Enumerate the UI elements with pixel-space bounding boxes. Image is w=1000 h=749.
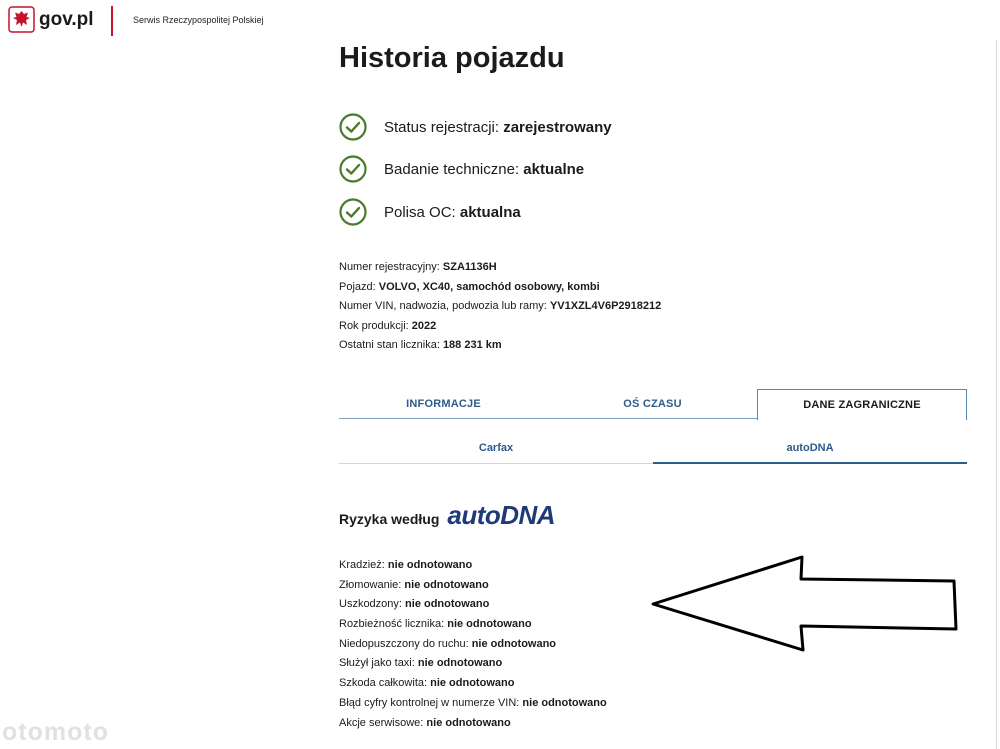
risk-value: nie odnotowano <box>387 559 473 571</box>
check-circle-icon <box>339 198 367 226</box>
status-text <box>384 204 521 221</box>
risk-value: nie odnotowano <box>405 598 490 611</box>
status-row-inspection <box>339 154 739 184</box>
risk-value: nie odnotowano <box>522 696 607 709</box>
info-value: 188 231 km <box>442 339 502 352</box>
logo-text: gov.pl <box>39 8 94 30</box>
risk-label: Niedopuszczony do ruchu: <box>339 637 469 650</box>
status-label: Polisa OC: <box>384 203 456 221</box>
tabs-underline <box>339 418 757 419</box>
status-row-registration <box>339 112 739 142</box>
risk-label: Kradzież: <box>339 559 385 571</box>
subtab-carfax[interactable]: Carfax <box>478 442 514 454</box>
status-value: aktualna <box>459 203 521 221</box>
list-item <box>339 595 607 615</box>
header-divider <box>111 6 113 36</box>
content-edge-line <box>996 40 997 749</box>
tab-dane-zagraniczne[interactable]: DANE ZAGRANICZNE <box>757 389 967 420</box>
vehicle-info <box>339 258 661 356</box>
risk-value: nie odnotowano <box>430 677 515 690</box>
risks-list <box>339 556 607 733</box>
risk-label: Złomowanie: <box>339 578 402 591</box>
info-row-vin <box>339 297 661 317</box>
info-label: Numer VIN, nadwozia, podwozia lub ramy: <box>339 300 547 313</box>
arrow-annotation-icon <box>648 553 960 655</box>
check-circle-icon <box>339 113 367 141</box>
tab-informacje[interactable]: INFORMACJE <box>406 398 481 410</box>
info-value: 2022 <box>411 319 437 332</box>
list-item <box>339 674 607 694</box>
risk-label: Uszkodzony: <box>339 598 402 611</box>
risk-value: nie odnotowano <box>471 637 557 650</box>
list-item <box>339 714 607 734</box>
govpl-logo[interactable] <box>8 6 94 33</box>
subtab-active-underline <box>653 462 967 464</box>
risk-label: Szkoda całkowita: <box>339 677 428 690</box>
risk-value: nie odnotowano <box>447 618 532 631</box>
check-circle-icon <box>339 155 367 183</box>
info-value: SZA1136H <box>442 261 497 273</box>
risk-value: nie odnotowano <box>417 657 503 670</box>
info-label: Numer rejestracyjny: <box>339 261 440 273</box>
risk-value: nie odnotowano <box>426 716 511 729</box>
info-value: YV1XZL4V6P2918212 <box>549 300 662 313</box>
risk-label: Służył jako taxi: <box>339 657 415 670</box>
info-row-odometer <box>339 336 661 356</box>
risk-label: Błąd cyfry kontrolnej w numerze VIN: <box>339 696 520 709</box>
status-value: zarejestrowany <box>503 118 612 136</box>
list-item <box>339 635 607 655</box>
risk-label: Rozbieżność licznika: <box>339 618 445 631</box>
service-name: Serwis Rzeczypospolitej Polskiej <box>133 15 264 25</box>
risk-label: Akcje serwisowe: <box>339 716 424 729</box>
watermark-logo: otomoto <box>2 718 109 746</box>
risks-heading-label: Ryzyka według <box>339 511 440 527</box>
status-label: Status rejestracji: <box>384 118 500 136</box>
list-item <box>339 694 607 714</box>
info-row-registration-number <box>339 258 661 278</box>
info-value: VOLVO, XC40, samochód osobowy, kombi <box>378 280 600 293</box>
sub-tabs <box>339 433 967 465</box>
risks-heading <box>339 500 555 531</box>
status-text <box>384 119 612 136</box>
list-item <box>339 654 607 674</box>
info-label: Rok produkcji: <box>339 319 409 332</box>
info-label: Ostatni stan licznika: <box>339 339 440 352</box>
subtab-underline <box>339 463 653 464</box>
info-label: Pojazd: <box>339 280 376 293</box>
page-title: Historia pojazdu <box>339 42 565 74</box>
status-row-insurance <box>339 197 739 227</box>
list-item <box>339 576 607 596</box>
status-text <box>384 161 584 178</box>
top-bar <box>0 0 1000 40</box>
autodna-logo: autoDNA <box>447 500 556 530</box>
tab-os-czasu[interactable]: OŚ CZASU <box>623 398 682 410</box>
risk-value: nie odnotowano <box>404 578 489 591</box>
main-tabs <box>339 389 967 420</box>
status-label: Badanie techniczne: <box>384 160 520 178</box>
info-row-vehicle <box>339 278 661 298</box>
info-row-production-year <box>339 317 661 337</box>
subtab-autodna[interactable]: autoDNA <box>786 442 834 454</box>
list-item <box>339 556 607 576</box>
list-item <box>339 615 607 635</box>
eagle-icon <box>8 6 35 33</box>
status-value: aktualne <box>523 160 585 178</box>
